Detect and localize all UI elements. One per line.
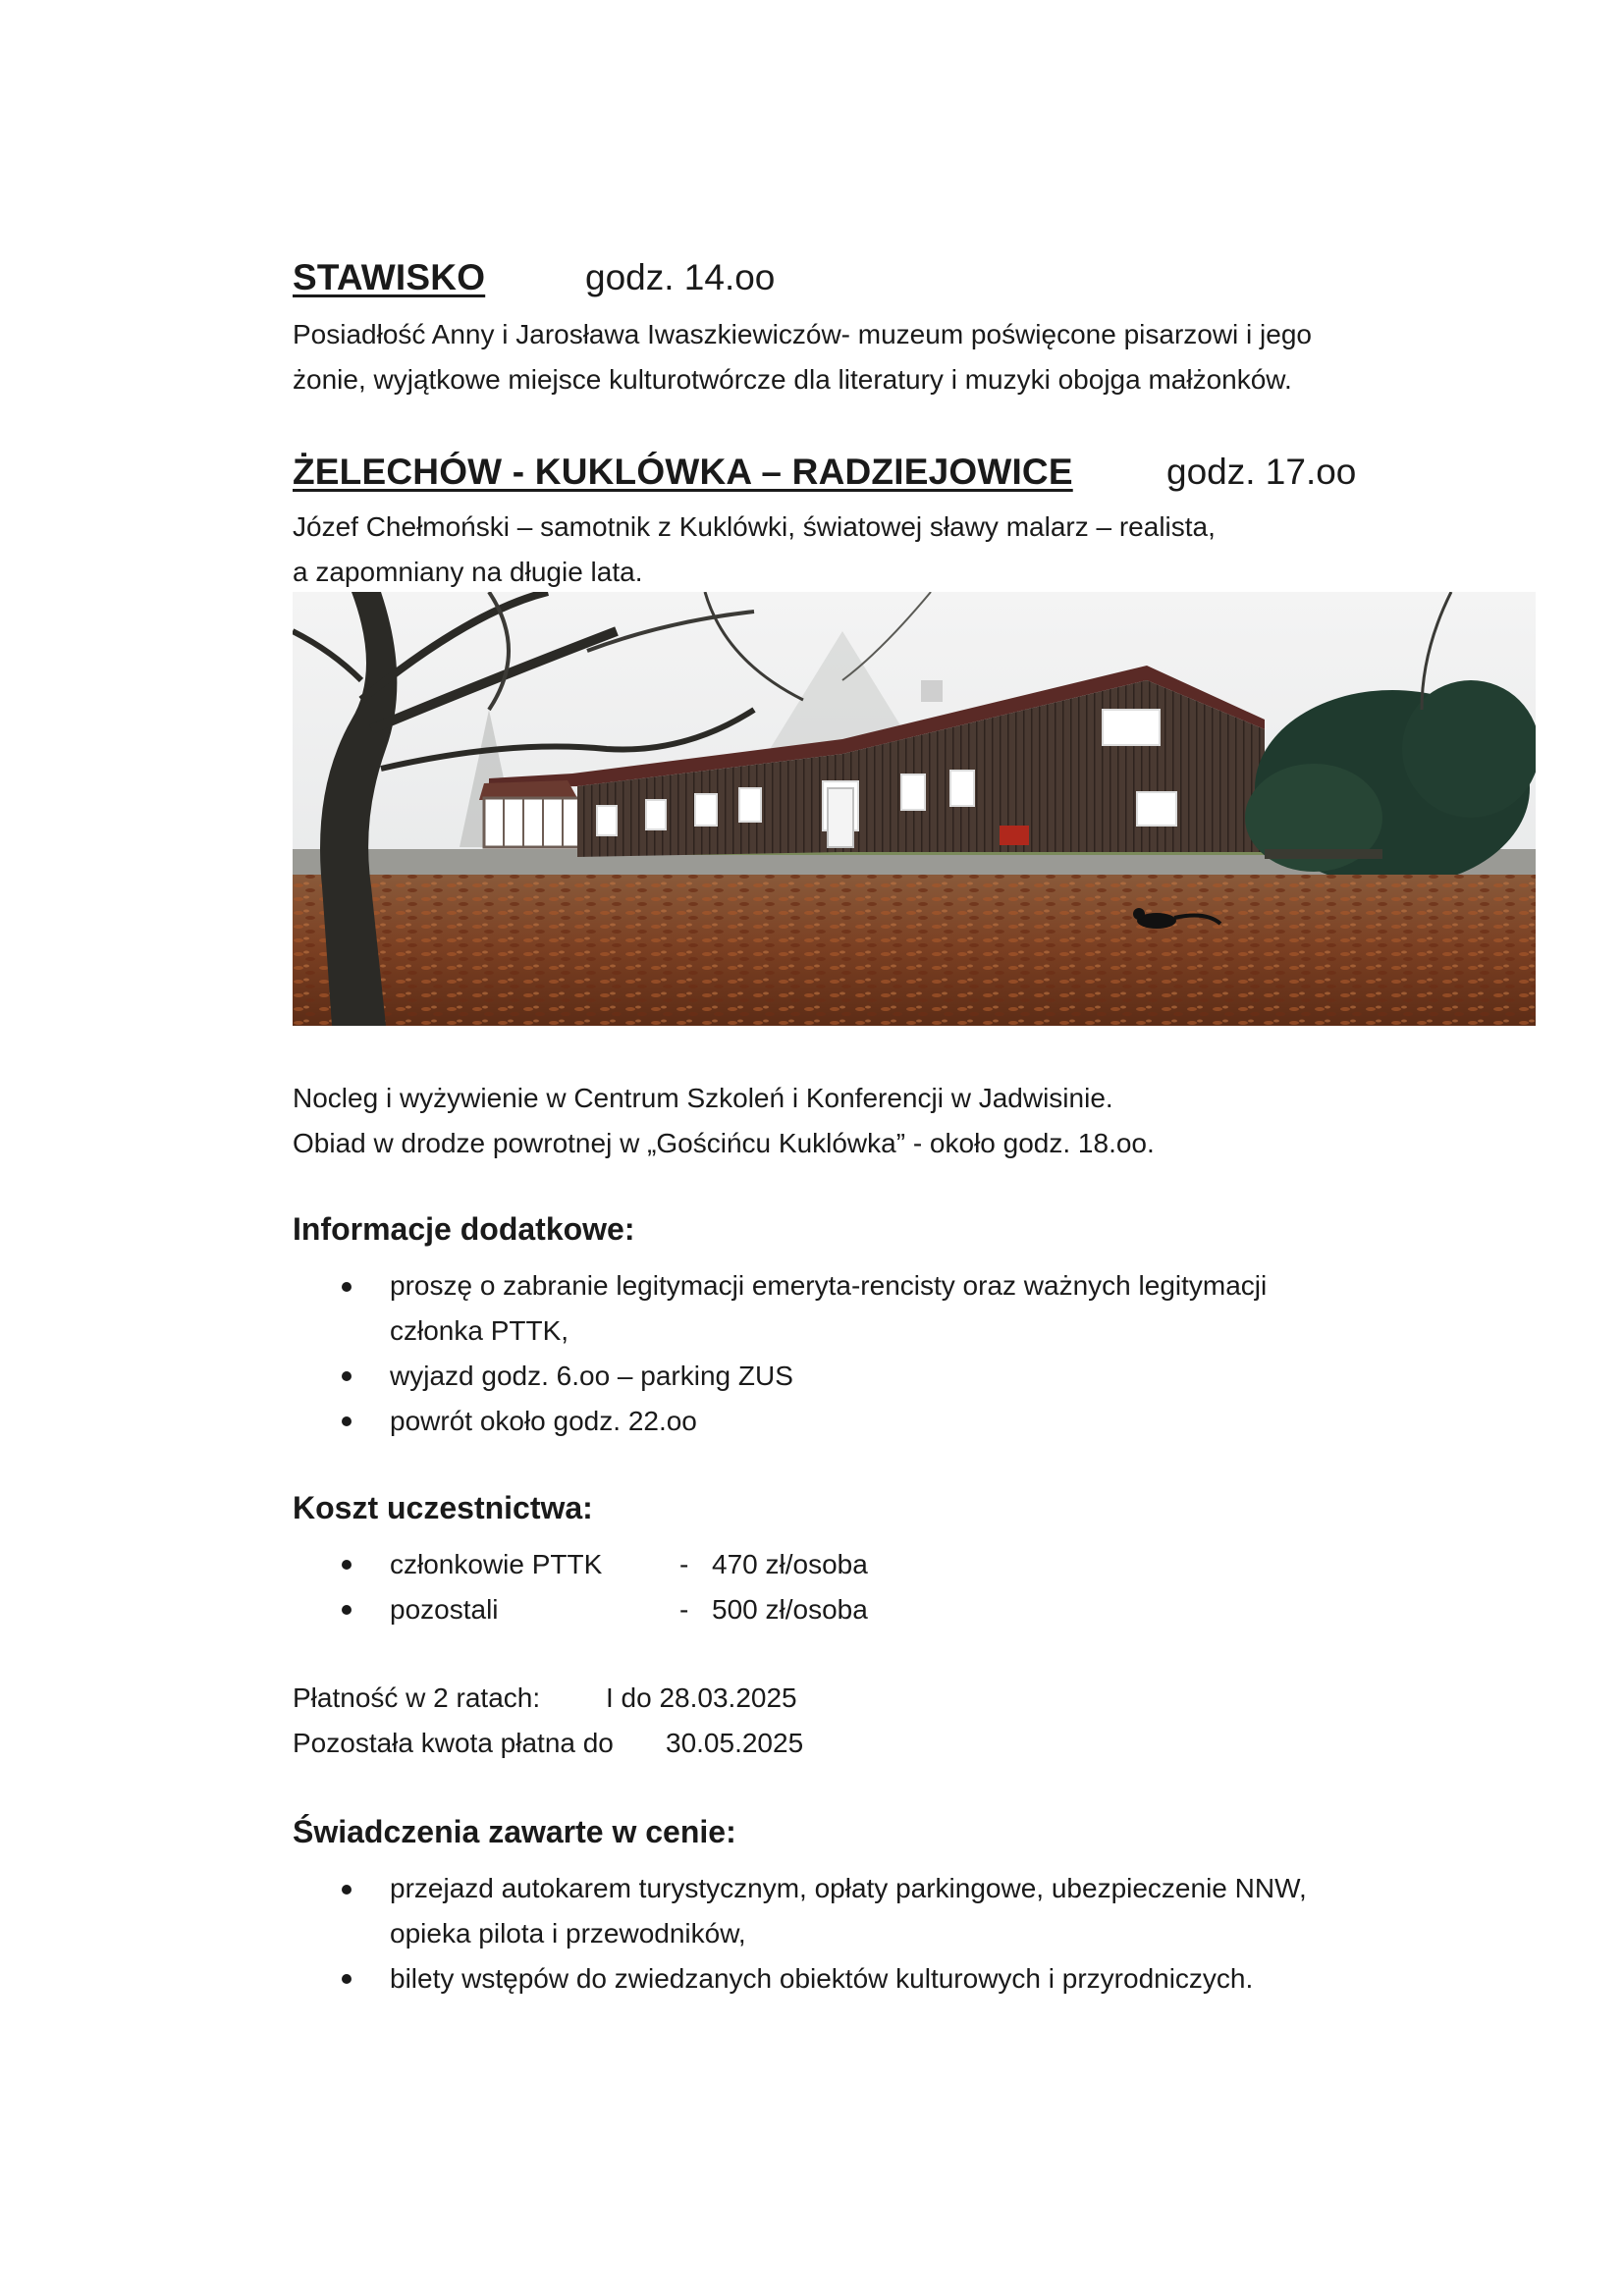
payment-line2-label: Pozostała kwota płatna do: [293, 1728, 614, 1758]
info-heading: Informacje dodatkowe:: [293, 1211, 635, 1247]
cost-row-price: 470 zł/osoba: [712, 1549, 868, 1579]
payment-line1-value: I do 28.03.2025: [606, 1682, 797, 1713]
cost-row-label: pozostali: [390, 1594, 499, 1625]
cost-row-dash: -: [679, 1594, 689, 1625]
info-item3: powrót około godz. 22.oo: [390, 1406, 697, 1436]
included-item2: bilety wstępów do zwiedzanych obiektów kulturowych i przyrodniczych.: [390, 1963, 1254, 1994]
included-item1-line1: przejazd autokarem turystycznym, opłaty parkingowe, ubezpieczenie NNW,: [390, 1873, 1307, 1903]
cost-row-price: 500 zł/osoba: [712, 1594, 868, 1625]
bullet-icon: [342, 1560, 352, 1570]
bullet-icon: [342, 1974, 352, 1984]
stawisko-time: godz. 14.oo: [585, 257, 776, 297]
bullet-icon: [342, 1605, 352, 1615]
stawisko-title: STAWISKO: [293, 257, 486, 297]
cost-heading: Koszt uczestnictwa:: [293, 1490, 593, 1525]
stawisko-desc-line2: żonie, wyjątkowe miejsce kulturotwórcze dla literatury i muzyki obojga małżonków.: [293, 364, 1292, 395]
cost-row-label: członkowie PTTK: [390, 1549, 603, 1579]
bullet-icon: [342, 1885, 352, 1895]
bullet-icon: [342, 1416, 352, 1426]
info-item1-line2: członka PTTK,: [390, 1315, 569, 1346]
info-item2: wyjazd godz. 6.oo – parking ZUS: [390, 1361, 793, 1391]
stawisko-desc-line1: Posiadłość Anny i Jarosława Iwaszkiewiczów- muzeum poświęcone pisarzowi i jego: [293, 319, 1312, 349]
accommodation-line1: Nocleg i wyżywienie w Centrum Szkoleń i Konferencji w Jadwisinie.: [293, 1083, 1113, 1113]
included-heading: Świadczenia zawarte w cenie:: [293, 1814, 736, 1849]
info-item1-line1: proszę o zabranie legitymacji emeryta-rencisty oraz ważnych legitymacji: [390, 1270, 1268, 1301]
zelechow-time: godz. 17.oo: [1166, 452, 1357, 492]
cost-row-dash: -: [679, 1549, 689, 1579]
accommodation-line2: Obiad w drodze powrotnej w „Gościńcu Kuklówka” - około godz. 18.oo.: [293, 1128, 1155, 1158]
zelechow-title: ŻELECHÓW - KUKLÓWKA – RADZIEJOWICE: [293, 452, 1073, 492]
zelechow-desc-line2: a zapomniany na długie lata.: [293, 557, 643, 587]
zelechow-desc-line1: Józef Chełmoński – samotnik z Kuklówki, światowej sławy malarz – realista,: [293, 511, 1216, 542]
included-item1-line2: opieka pilota i przewodników,: [390, 1918, 746, 1949]
manor-house-photo: [293, 592, 1536, 1026]
bullet-icon: [342, 1282, 352, 1292]
payment-line2-value: 30.05.2025: [666, 1728, 804, 1758]
bullet-icon: [342, 1371, 352, 1381]
payment-line1-label: Płatność w 2 ratach:: [293, 1682, 541, 1713]
